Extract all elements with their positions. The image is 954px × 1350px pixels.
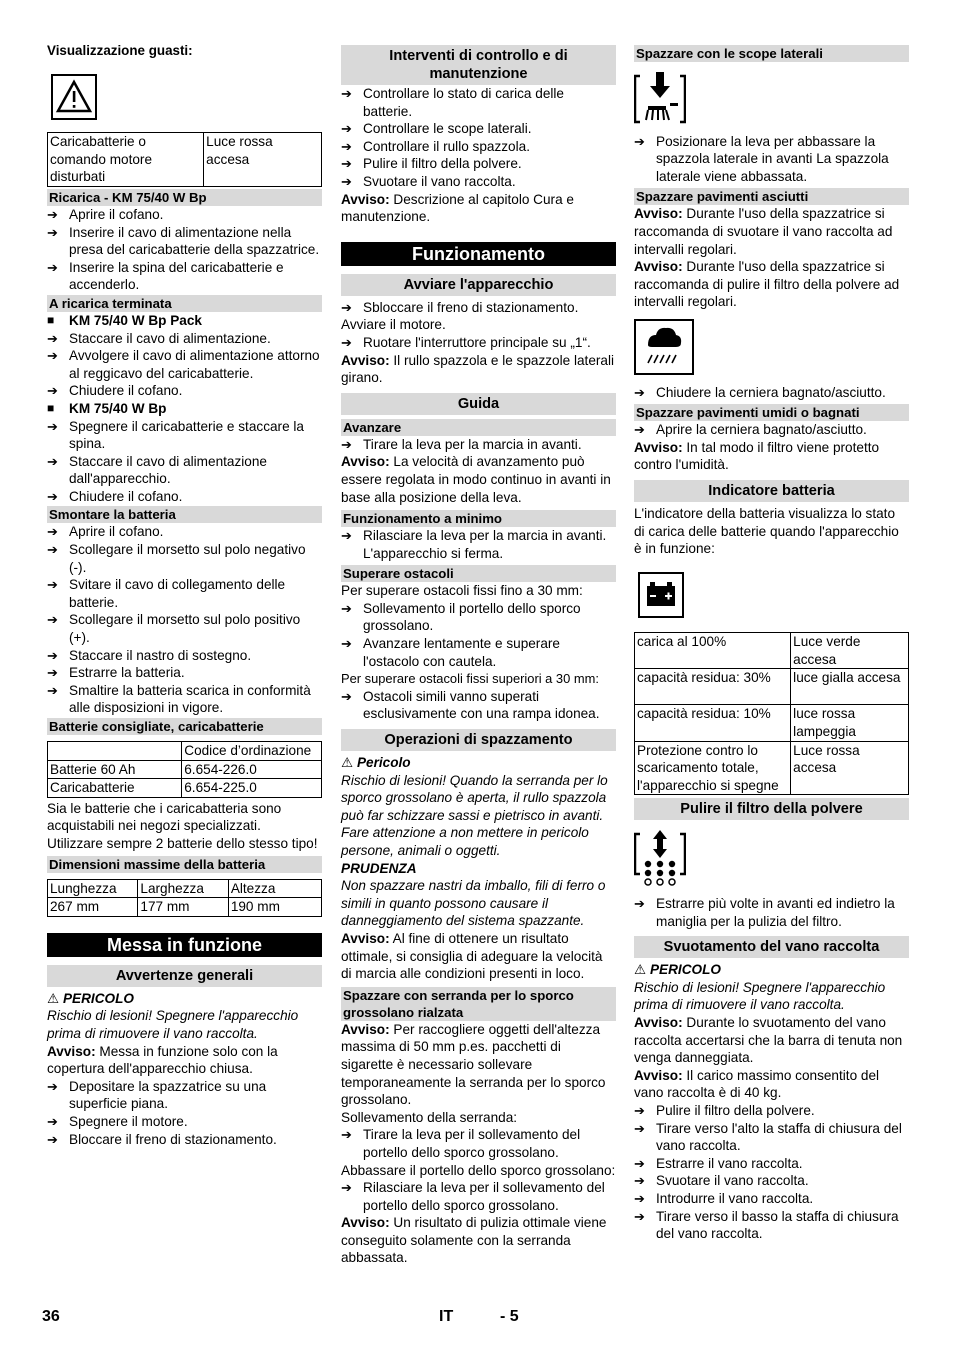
arrow-icon: ➔ (47, 682, 58, 698)
section-heading: Avanzare (341, 419, 616, 436)
table-cell (48, 742, 182, 761)
battery-indicator-table (634, 632, 909, 795)
note: Avviso: La velocità di avanzamento può essere regolata in modo continuo in avanti in base alla posizione della leva. (341, 454, 611, 505)
danger-text: Rischio di lesioni! Spegnere l'apparecchio prima di rimuovere il vano raccolta. (634, 979, 886, 1013)
note: Avviso: Descrizione al capitolo Cura e manutenzione. (341, 191, 574, 225)
list-item: ➔ Aprire il cofano. (47, 524, 164, 540)
list-item: ➔ Chiudere il cofano. (47, 488, 183, 504)
table-cell: 6.654-225.0 (182, 779, 322, 798)
paragraph: Avviare il motore. (341, 317, 446, 333)
table-cell: capacità residua: 10% (635, 705, 791, 741)
filter-cleaning-icon (634, 830, 686, 886)
arrow-icon: ➔ (47, 418, 58, 434)
arrow-icon: ➔ (47, 488, 58, 504)
section-heading: Dimensioni massime della batteria (47, 856, 322, 873)
arrow-icon: ➔ (47, 1078, 58, 1094)
arrow-icon: ➔ (47, 665, 58, 681)
note: Avviso: Il carico massimo consentito del vano raccolta è di 40 kg. (634, 1067, 880, 1101)
fault-cell: Caricabatterie o comando motore disturbati (48, 133, 204, 187)
list-item: ➔ Inserire il cavo di alimentazione nella presa del caricabatterie della spazzatrice. (47, 224, 320, 258)
column-right (634, 45, 909, 1243)
table-cell: luce rossa lampeggia (791, 705, 909, 741)
list-item: ➔ Svitare il cavo di collegamento delle batterie. (47, 577, 286, 610)
note: Avviso: Il rullo spazzola e le spazzole laterali girano. (341, 352, 615, 386)
arrow-icon: ➔ (47, 1113, 58, 1129)
table-cell: Batterie 60 Ah (48, 760, 182, 779)
list-item: ➔ Avanzare lentamente e superare l'ostacolo con cautela. (341, 636, 560, 669)
square-bullet-icon: ■ (47, 400, 55, 415)
caution-text: Non spazzare nastri da imballo, fili di ferro o simili in quanto possono causare il danneggiamento del sistema spazzante. (341, 878, 606, 929)
wet-floor-icon (634, 319, 694, 375)
arrow-icon: ➔ (341, 600, 352, 616)
list-item: ➔ Controllare lo stato di carica delle batterie. (341, 86, 564, 119)
list-item: ➔ Tirare la leva per la marcia in avanti. (341, 436, 582, 452)
note: Avviso: Durante lo svuotamento del vano raccolta accertarsi che la barra di tenuta non venga danneggiata. (634, 1015, 903, 1066)
column-left (47, 42, 322, 1148)
arrow-icon: ➔ (47, 453, 58, 469)
arrow-icon: ➔ (341, 334, 352, 350)
section-heading: Batterie consigliate, caricabatterie (47, 718, 322, 735)
list-item: ➔ Tirare verso il basso la staffa di chiusura del vano raccolta. (634, 1208, 899, 1242)
list-item: ➔ Smaltire la batteria scarica in conformità alle disposizioni in vigore. (47, 682, 311, 716)
arrow-icon: ➔ (47, 259, 58, 275)
paragraph: Sollevamento della serranda: (341, 1109, 518, 1125)
note: Avviso: Durante l'uso della spazzatrice si raccomanda di svuotare il vano raccolta ad intervalli regolari. (634, 206, 893, 257)
table-cell: 6.654-226.0 (182, 760, 322, 779)
list-item: ➔ Estrarre più volte in avanti ed indietro la maniglia per la pulizia del filtro. (634, 896, 895, 929)
arrow-icon: ➔ (47, 383, 58, 399)
arrow-icon: ➔ (634, 422, 645, 438)
list-item: ➔ Staccare il cavo di alimentazione dall'apparecchio. (47, 453, 267, 487)
arrow-icon: ➔ (341, 299, 352, 315)
list-item: ■ KM 75/40 W Bp Pack (47, 312, 202, 328)
list-item: ➔ Introdurre il vano raccolta. (634, 1190, 814, 1206)
language-code: IT (439, 1308, 454, 1325)
arrow-icon: ➔ (47, 330, 58, 346)
arrow-icon: ➔ (634, 1102, 645, 1118)
table-cell: luce gialla accesa (791, 669, 909, 705)
section-heading: Operazioni di spazzamento (341, 729, 616, 751)
list-item: ➔ Sbloccare il freno di stazionamento. (341, 299, 579, 315)
danger-label: PERICOLO (649, 962, 721, 978)
arrow-icon: ➔ (47, 206, 58, 222)
danger-text: Rischio di lesioni! Quando la serranda per lo sporco grossolano è aperta, il rullo spazzola può far schizzare sassi e pietrisco in avanti. Fare attenzione a non mettere in pericolo persone, animali o oggetti. (341, 772, 608, 858)
list-item: ■ KM 75/40 W Bp (47, 400, 167, 416)
side-brush-lower-icon (634, 70, 686, 124)
battery-icon (638, 572, 684, 618)
arrow-icon: ➔ (341, 528, 352, 544)
column-middle (341, 45, 616, 1267)
arrow-icon: ➔ (341, 121, 352, 137)
list-item: ➔ Scollegare il morsetto sul polo positivo (+). (47, 612, 301, 646)
section-heading: Spazzare con le scope laterali (634, 45, 909, 62)
list-item: ➔ Spegnere il motore. (47, 1113, 188, 1129)
section-heading: Ricarica - KM 75/40 W Bp (47, 189, 322, 206)
section-heading: Spazzare pavimenti asciutti (634, 188, 909, 205)
arrow-icon: ➔ (634, 1155, 645, 1171)
section-heading: Guida (341, 393, 616, 415)
section-heading: Spazzare con serranda per lo sporco grossolano rialzata (341, 987, 616, 1021)
section-heading: Interventi di controllo e di manutenzione (341, 45, 616, 85)
list-item: ➔ Estrarre la batteria. (47, 665, 185, 681)
arrow-icon: ➔ (341, 86, 352, 101)
note: Avviso: In tal modo il filtro viene protetto contro l'umidità. (634, 439, 880, 473)
list-item: ➔ Aprire il cofano. (47, 206, 164, 222)
list-item: ➔ Pulire il filtro della polvere. (634, 1102, 815, 1118)
warning-icon (51, 74, 97, 120)
caution-label: PRUDENZA (341, 860, 417, 876)
chapter-heading: Funzionamento (341, 242, 616, 266)
dimensions-table (47, 879, 322, 917)
list-item: ➔ Ostacoli simili vanno superati esclusivamente con una rampa idonea. (341, 688, 600, 722)
list-item: ➔ Tirare la leva per il sollevamento del portello dello sporco grossolano. (341, 1127, 581, 1160)
list-item: ➔ Controllare il rullo spazzola. (341, 138, 530, 154)
danger-icon: ⚠ (47, 990, 60, 1006)
arrow-icon: ➔ (341, 636, 352, 652)
arrow-icon: ➔ (341, 156, 352, 172)
list-item: ➔ Depositare la spazzatrice su una superficie piana. (47, 1078, 267, 1112)
table-cell: capacità residua: 30% (635, 669, 791, 705)
list-item: ➔ Avvolgere il cavo di alimentazione attorno al reggicavo del caricabatterie. (47, 348, 320, 381)
list-item: ➔ Chiudere la cerniera bagnato/asciutto. (634, 384, 886, 400)
list-item: ➔ Controllare le scope laterali. (341, 121, 532, 137)
note: Avviso: Per raccogliere oggetti dell'altezza massima di 50 mm p.es. pacchetti di sigarette è necessario sollevare temporaneamente la serranda per lo sporco grossolano. (341, 1021, 606, 1108)
arrow-icon: ➔ (341, 1127, 352, 1143)
table-cell: Luce rossa accesa (791, 741, 909, 795)
arrow-icon: ➔ (634, 133, 645, 149)
table-cell: Codice d’ordinazione (182, 742, 322, 761)
section-heading: Indicatore batteria (634, 480, 909, 502)
section-heading: A ricarica terminata (47, 295, 322, 312)
list-item: ➔ Ruotare l'interruttore principale su „1“. (341, 334, 591, 350)
paragraph: Abbassare il portello dello sporco grossolano: (341, 1162, 616, 1178)
list-item: ➔ Scollegare il morsetto sul polo negativo (-). (47, 542, 306, 575)
list-item: ➔ Bloccare il freno di stazionamento. (47, 1131, 277, 1147)
page-number: 36 (42, 1308, 60, 1325)
list-item: ➔ Posizionare la leva per abbassare la spazzola laterale in avanti La spazzola laterale viene abbassata. (634, 133, 889, 184)
arrow-icon: ➔ (47, 224, 58, 240)
fault-cell: Luce rossa accesa (204, 133, 322, 187)
note: Avviso: Un risultato di pulizia ottimale viene conseguito solamente con la serranda abbassata. (341, 1215, 607, 1266)
table-cell: 177 mm (138, 898, 228, 917)
section-heading: Spazzare pavimenti umidi o bagnati (634, 404, 909, 421)
list-item: ➔ Sollevamento il portello dello sporco grossolano. (341, 600, 581, 634)
arrow-icon: ➔ (47, 542, 58, 558)
table-cell: Caricabatterie (48, 779, 182, 798)
table-cell: Larghezza (138, 879, 228, 898)
danger-label: Pericolo (356, 755, 411, 771)
table-cell: 190 mm (228, 898, 321, 917)
section-heading: Svuotamento del vano raccolta (634, 936, 909, 958)
list-item: ➔ Svuotare il vano raccolta. (341, 173, 516, 189)
table-cell: 267 mm (48, 898, 138, 917)
arrow-icon: ➔ (634, 1208, 645, 1224)
note: Avviso: Al fine di ottenere un risultato ottimale, si consiglia di adeguare la velocità di marcia alle condizioni presenti in loco. (341, 930, 603, 982)
note: Avviso: Messa in funzione solo con la copertura dell'apparecchio chiusa. (47, 1043, 278, 1077)
sub-page-number: - 5 (500, 1308, 519, 1325)
table-cell: Luce verde accesa (791, 633, 909, 669)
list-item: ➔ Estrarre il vano raccolta. (634, 1155, 803, 1171)
arrow-icon: ➔ (47, 647, 58, 663)
paragraph: Per superare ostacoli fissi superiori a 30 mm: (341, 671, 599, 687)
list-item: ➔ Inserire la spina del caricabatterie e accenderlo. (47, 259, 284, 293)
paragraph: Utilizzare sempre 2 batterie dello stesso tipo! (47, 835, 318, 851)
section-heading: Superare ostacoli (341, 565, 616, 582)
paragraph: Sia le batterie che i caricabatteria sono acquistabili nei negozi specializzati. (47, 800, 282, 834)
battery-table (47, 741, 322, 798)
section-heading: Smontare la batteria (47, 506, 322, 523)
danger-icon: ⚠ (341, 755, 354, 771)
list-item: ➔ Staccare il cavo di alimentazione. (47, 330, 271, 346)
table-cell: Lunghezza (48, 879, 138, 898)
arrow-icon: ➔ (634, 1120, 645, 1136)
arrow-icon: ➔ (47, 1131, 58, 1147)
arrow-icon: ➔ (634, 896, 645, 912)
arrow-icon: ➔ (634, 384, 645, 400)
note: Avviso: Durante l'uso della spazzatrice si raccomanda di pulire il filtro della polvere ad intervalli regolari. (634, 259, 900, 310)
paragraph: Per superare ostacoli fissi fino a 30 mm: (341, 583, 583, 599)
list-item: ➔ Rilasciare la leva per il sollevamento del portello dello sporco grossolano. (341, 1180, 605, 1213)
list-item: ➔ Tirare verso l'alto la staffa di chiusura del vano raccolta. (634, 1120, 902, 1154)
chapter-heading: Messa in funzione (47, 933, 322, 957)
section-heading: Avvertenze generali (47, 965, 322, 987)
arrow-icon: ➔ (341, 688, 352, 704)
section-heading: Pulire il filtro della polvere (634, 798, 909, 820)
fault-display-title: Visualizzazione guasti: (47, 43, 193, 58)
section-heading: Avviare l'apparecchio (341, 274, 616, 296)
arrow-icon: ➔ (47, 348, 58, 364)
square-bullet-icon: ■ (47, 312, 55, 327)
fault-table (47, 132, 322, 187)
danger-text: Rischio di lesioni! Spegnere l'apparecchio prima di rimuovere il vano raccolta. (47, 1008, 299, 1041)
danger-icon: ⚠ (634, 962, 647, 978)
table-cell: Altezza (228, 879, 321, 898)
arrow-icon: ➔ (341, 436, 352, 452)
arrow-icon: ➔ (341, 1180, 352, 1196)
list-item: ➔ Svuotare il vano raccolta. (634, 1173, 809, 1189)
danger-label: PERICOLO (62, 990, 134, 1006)
list-item: ➔ Spegnere il caricabatterie e staccare la spina. (47, 418, 304, 452)
table-cell: Protezione contro lo scaricamento totale, l'apparecchio si spegne (635, 741, 791, 795)
paragraph: L'indicatore della batteria visualizza lo stato di carica delle batterie quando l'apparecchio è in funzione: (634, 505, 899, 557)
list-item: ➔ Rilasciare la leva per la marcia in avanti. L'apparecchio si ferma. (341, 528, 607, 561)
list-item: ➔ Aprire la cerniera bagnato/asciutto. (634, 422, 867, 438)
arrow-icon: ➔ (634, 1190, 645, 1206)
arrow-icon: ➔ (634, 1173, 645, 1189)
arrow-icon: ➔ (47, 577, 58, 593)
section-heading: Funzionamento a minimo (341, 510, 616, 527)
arrow-icon: ➔ (341, 173, 352, 189)
arrow-icon: ➔ (47, 524, 58, 540)
arrow-icon: ➔ (47, 612, 58, 628)
list-item: ➔ Chiudere il cofano. (47, 383, 183, 399)
table-cell: carica al 100% (635, 633, 791, 669)
arrow-icon: ➔ (341, 138, 352, 154)
list-item: ➔ Staccare il nastro di sostegno. (47, 647, 252, 663)
list-item: ➔ Pulire il filtro della polvere. (341, 156, 522, 172)
